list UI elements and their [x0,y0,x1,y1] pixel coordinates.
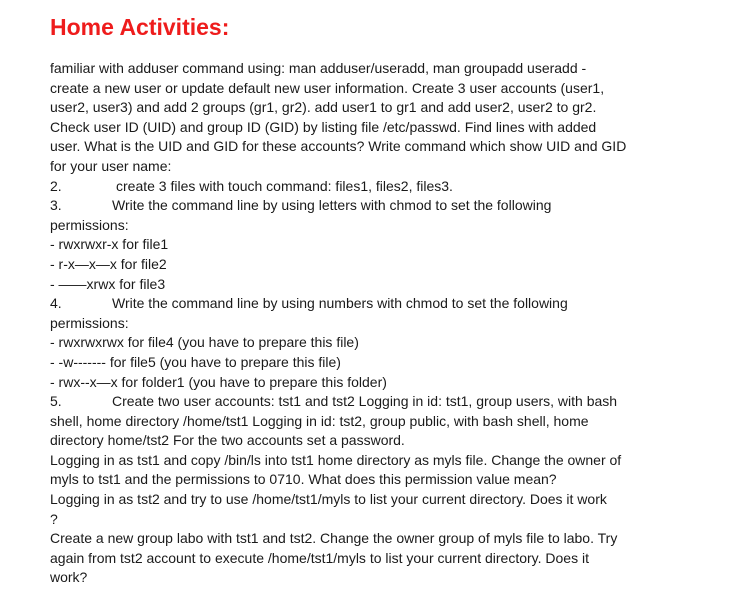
text-line [50,470,700,490]
text-line [50,196,700,216]
line-text: Create a new group labo with tst1 and tst2. Change the owner group of myls file to labo. Try [50,530,618,547]
line-text: again from tst2 account to execute /home/tst1/myls to list your current directory. Does it [50,549,589,566]
text-line [50,314,700,334]
text-line [50,510,700,530]
text-line [50,79,700,99]
text-line [50,353,700,373]
text-line [50,157,700,177]
line-text: - r-x—x—x for file2 [50,255,167,272]
line-text: work? [50,569,88,586]
document-title: Home Activities: [50,14,230,40]
text-line [50,333,700,353]
text-line [50,98,700,118]
text-line [50,235,700,255]
text-line [50,529,700,549]
text-line [50,451,700,471]
line-text: Create two user accounts: tst1 and tst2 Logging in id: tst1, group users, with bash [112,393,618,410]
line-text: for your user name: [50,157,172,174]
line-text: - ——xrwx for file3 [50,275,166,292]
line-text: permissions: [50,314,129,331]
list-number: 4. [50,295,62,312]
line-text: Check user ID (UID) and group ID (GID) by listing file /etc/passwd. Find lines with added [50,118,597,135]
line-text: myls to tst1 and the permissions to 0710. What does this permission value mean? [50,471,557,488]
line-text: user. What is the UID and GID for these accounts? Write command which show UID and GID [50,138,627,155]
text-line [50,490,700,510]
document-body [50,59,700,588]
list-number: 3. [50,197,62,214]
line-text: ? [50,510,58,527]
list-number: 2. [50,177,62,194]
text-line [50,255,700,275]
text-line [50,412,700,432]
text-line [50,137,700,157]
text-line [50,118,700,138]
text-line [50,294,700,314]
text-line [50,373,700,393]
line-text: familiar with adduser command using: man adduser/useradd, man groupadd useradd - [50,60,587,76]
line-text: create 3 files with touch command: files1, files2, files3. [116,177,453,194]
text-line [50,275,700,295]
line-text: - rwxrwxr-x for file1 [50,236,169,253]
line-text: Write the command line by using numbers with chmod to set the following [112,295,568,312]
line-text: - -w------- for file5 (you have to prepare this file) [50,353,341,370]
line-text: Logging in as tst1 and copy /bin/ls into tst1 home directory as myls file. Change the owner of [50,451,622,468]
line-text: shell, home directory /home/tst1 Logging in id: tst2, group public, with bash shell, home [50,412,589,429]
line-text: Write the command line by using letters with chmod to set the following [112,197,552,214]
text-line [50,431,700,451]
text-line [50,392,700,412]
text-line [50,568,700,588]
line-text: permissions: [50,216,129,233]
line-text: - rwx--x—x for folder1 (you have to prepare this folder) [50,373,387,390]
line-text: - rwxrwxrwx for file4 (you have to prepare this file) [50,334,359,351]
line-text: Logging in as tst2 and try to use /home/tst1/myls to list your current directory. Does it work [50,491,607,508]
line-text: directory home/tst2 For the two accounts set a password. [50,432,405,449]
text-line [50,177,700,197]
line-text: create a new user or update default new user information. Create 3 user accounts (user1, [50,79,605,96]
text-line [50,59,700,79]
text-line [50,216,700,236]
line-text: user2, user3) and add 2 groups (gr1, gr2). add user1 to gr1 and add user2, user2 to gr2. [50,99,597,116]
list-number: 5. [50,393,62,410]
text-line [50,549,700,569]
